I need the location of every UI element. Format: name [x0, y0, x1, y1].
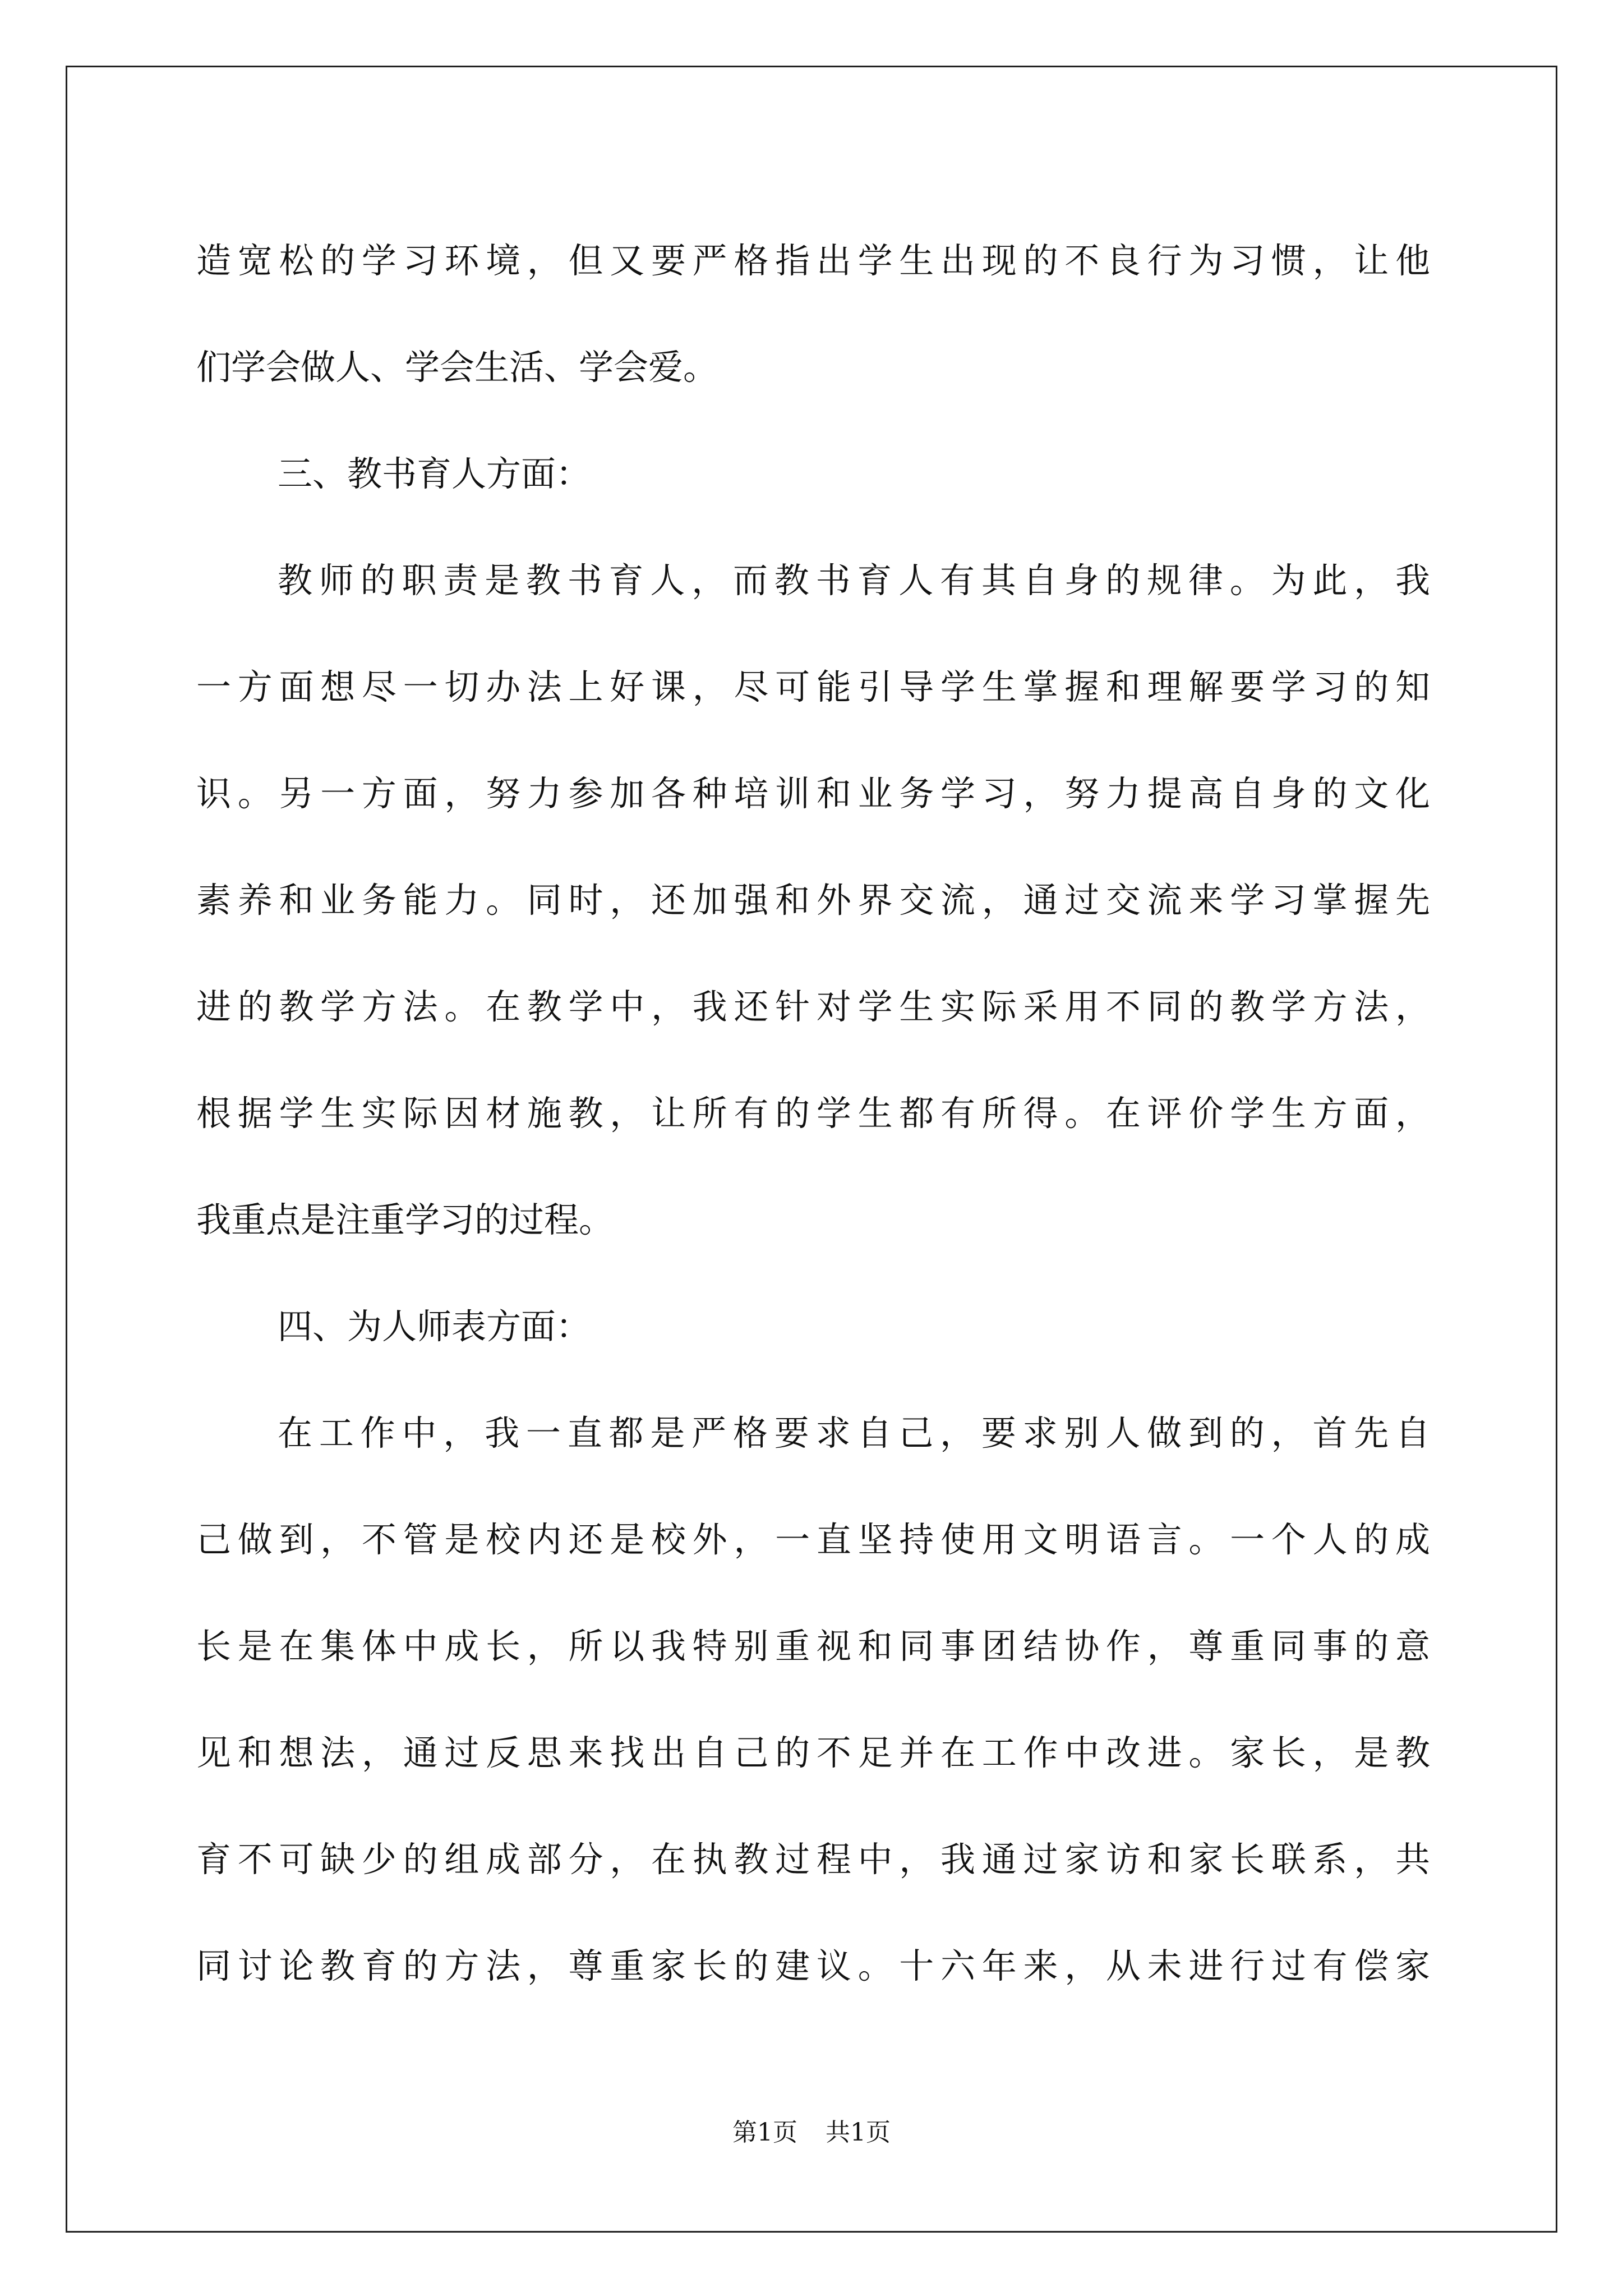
- text-line: 进的教学方法。在教学中，我还针对学生实际采用不同的教学方法，: [196, 986, 1430, 1027]
- text-line: 们学会做人、学会生活、学会爱。: [196, 347, 718, 388]
- text-line: 素养和业务能力。同时，还加强和外界交流，通过交流来学习掌握先: [196, 880, 1430, 921]
- text-line: 根据学生实际因材施教，让所有的学生都有所得。在评价学生方面，: [196, 1093, 1430, 1134]
- text-line: 育不可缺少的组成部分，在执教过程中，我通过家访和家长联系，共: [196, 1839, 1430, 1880]
- text-line: 三、教书育人方面：: [278, 453, 591, 494]
- text-line: 一方面想尽一切办法上好课，尽可能引导学生掌握和理解要学习的知: [196, 666, 1430, 707]
- text-line: 长是在集体中成长，所以我特别重视和同事团结协作，尊重同事的意: [196, 1626, 1430, 1667]
- text-line: 我重点是注重学习的过程。: [196, 1199, 614, 1240]
- text-line: 造宽松的学习环境，但又要严格指出学生出现的不良行为习惯，让他: [196, 240, 1430, 281]
- text-line: 四、为人师表方面：: [278, 1306, 591, 1347]
- text-line: 教师的职责是教书育人，而教书育人有其自身的规律。为此，我: [278, 560, 1430, 601]
- text-line: 识。另一方面，努力参加各种培训和业务学习，努力提高自身的文化: [196, 773, 1430, 814]
- text-line: 己做到，不管是校内还是校外，一直坚持使用文明语言。一个人的成: [196, 1519, 1430, 1560]
- text-line: 在工作中，我一直都是严格要求自己，要求别人做到的，首先自: [278, 1412, 1430, 1453]
- text-line: 同讨论教育的方法，尊重家长的建议。十六年来，从未进行过有偿家: [196, 1945, 1430, 1986]
- page-number: 第1页: [732, 2118, 797, 2147]
- document-body: [196, 208, 1430, 2019]
- page-total: 共1页: [826, 2118, 891, 2147]
- text-line: 见和想法，通过反思来找出自己的不足并在工作中改进。家长，是教: [196, 1732, 1430, 1773]
- page-footer: [0, 2112, 1623, 2148]
